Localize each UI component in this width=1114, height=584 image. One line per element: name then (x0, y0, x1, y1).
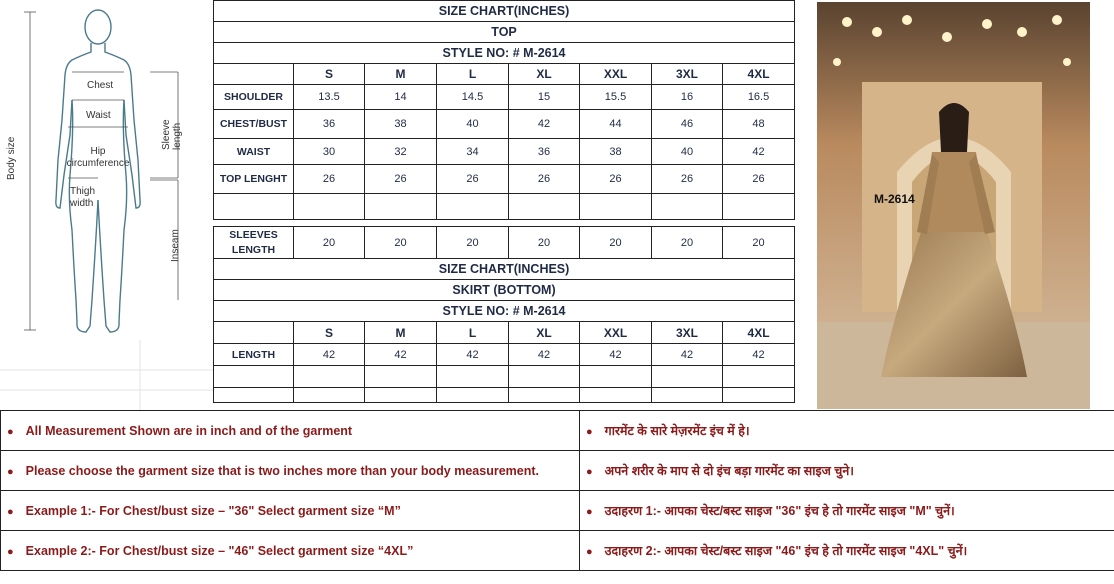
table-cell: 42 (723, 344, 795, 366)
table-cell: 42 (652, 344, 723, 366)
bullet-icon: ● (7, 505, 14, 518)
table-row-empty (214, 388, 795, 403)
table-cell: 42 (509, 110, 580, 139)
table-cell: 30 (294, 139, 365, 165)
table-cell: 36 (294, 110, 365, 139)
size-header: 3XL (652, 64, 723, 85)
table-cell: 42 (580, 344, 652, 366)
size-header: XL (509, 322, 580, 344)
row-label-shoulder: SHOULDER (214, 85, 294, 110)
skirt-chart-title: SIZE CHART(INCHES) (214, 259, 795, 280)
table-cell: 20 (294, 227, 365, 259)
row-label-chest: CHEST/BUST (214, 110, 294, 139)
table-row (214, 165, 795, 194)
size-header: L (437, 322, 509, 344)
note-text: उदाहरण 2:- आपका चेस्ट/बस्ट साइज "46" इंच हे तो गारमेंट साइज "4XL" चुनें। (604, 544, 968, 558)
chest-label: Chest (87, 80, 114, 91)
table-cell: 26 (580, 165, 652, 194)
table-cell: 34 (437, 139, 509, 165)
size-header: 4XL (723, 322, 795, 344)
table-cell: 42 (723, 139, 795, 165)
size-chart-table (213, 0, 795, 403)
note-row (1, 451, 1114, 491)
note-text: Please choose the garment size that is two inches more than your body measurement. (25, 463, 539, 478)
table-row (214, 344, 795, 366)
note-english (1, 451, 580, 491)
table-cell: 42 (509, 344, 580, 366)
bullet-icon: ● (7, 545, 14, 558)
thigh-label: Thigh width (70, 186, 96, 209)
sleeve-length-label: Sleeve length (161, 119, 183, 150)
table-row (214, 110, 795, 139)
note-row (1, 411, 1114, 451)
table-cell: 26 (723, 165, 795, 194)
table-cell: 15.5 (580, 85, 652, 110)
body-size-label: Body size (6, 136, 17, 180)
note-text: गारमेंट के सारे मेज़रमेंट इंच में हे। (604, 424, 750, 438)
size-header: XXL (580, 322, 652, 344)
table-cell: 20 (580, 227, 652, 259)
skirt-style-number: STYLE NO: # M-2614 (214, 301, 795, 322)
table-cell: 46 (652, 110, 723, 139)
notes-table (0, 410, 1114, 571)
table-row (214, 139, 795, 165)
table-cell: 44 (580, 110, 652, 139)
bullet-icon: ● (586, 466, 593, 478)
table-spacer (214, 220, 795, 227)
table-cell: 42 (365, 344, 437, 366)
size-chart-panel (213, 0, 794, 410)
table-cell: 14 (365, 85, 437, 110)
bullet-icon: ● (586, 546, 593, 558)
size-header-blank (214, 322, 294, 344)
note-row (1, 531, 1114, 571)
skirt-chart-subtitle: SKIRT (BOTTOM) (214, 280, 795, 301)
table-cell: 40 (437, 110, 509, 139)
table-row (214, 227, 795, 259)
body-measurement-figure (0, 0, 213, 410)
product-photo (817, 2, 1090, 409)
note-text: अपने शरीर के माप से दो इंच बड़ा गारमेंट का साइज चुने। (604, 464, 854, 478)
row-label-top-length: TOP LENGHT (214, 165, 294, 194)
size-header: M (365, 64, 437, 85)
table-cell: 48 (723, 110, 795, 139)
bullet-icon: ● (7, 465, 14, 478)
note-hindi (580, 451, 1114, 491)
table-cell: 36 (509, 139, 580, 165)
note-row (1, 491, 1114, 531)
notes-section (0, 410, 1114, 584)
model-photo-illustration (817, 2, 1090, 409)
note-hindi (580, 491, 1114, 531)
bullet-icon: ● (586, 426, 593, 438)
photo-style-label: M-2614 (874, 192, 915, 206)
note-english (1, 531, 580, 571)
table-cell: 42 (294, 344, 365, 366)
table-cell: 20 (509, 227, 580, 259)
note-text: Example 1:- For Chest/bust size – "36" Select garment size “M” (25, 503, 401, 518)
top-chart-subtitle: TOP (214, 22, 795, 43)
note-text: Example 2:- For Chest/bust size – "46" Select garment size “4XL” (25, 543, 414, 558)
sleeves-label-line2: LENGTH (231, 243, 276, 256)
top-style-number: STYLE NO: # M-2614 (214, 43, 795, 64)
table-cell: 26 (365, 165, 437, 194)
note-hindi (580, 411, 1114, 451)
table-cell: 20 (652, 227, 723, 259)
table-cell: 20 (723, 227, 795, 259)
sleeves-label-line1: SLEEVES (229, 228, 278, 241)
bullet-icon: ● (586, 506, 593, 518)
row-label-waist: WAIST (214, 139, 294, 165)
table-row-empty (214, 194, 795, 220)
table-cell: 16.5 (723, 85, 795, 110)
hip-label: Hip circumference (66, 146, 130, 169)
table-cell: 20 (365, 227, 437, 259)
table-cell: 42 (437, 344, 509, 366)
table-cell: 38 (580, 139, 652, 165)
table-cell: 16 (652, 85, 723, 110)
size-header: M (365, 322, 437, 344)
size-header: S (294, 64, 365, 85)
size-header: 3XL (652, 322, 723, 344)
note-text: All Measurement Shown are in inch and of the garment (25, 423, 353, 438)
bullet-icon: ● (7, 425, 14, 438)
note-text: उदाहरण 1:- आपका चेस्ट/बस्ट साइज "36" इंच हे तो गारमेंट साइज "M" चुनें। (604, 504, 955, 518)
table-cell: 26 (652, 165, 723, 194)
body-silhouette-illustration (0, 0, 213, 410)
note-hindi (580, 531, 1114, 571)
table-cell: 40 (652, 139, 723, 165)
top-chart-title: SIZE CHART(INCHES) (214, 1, 795, 22)
table-cell: 20 (437, 227, 509, 259)
table-cell: 26 (437, 165, 509, 194)
table-cell: 32 (365, 139, 437, 165)
table-cell: 38 (365, 110, 437, 139)
size-header: L (437, 64, 509, 85)
table-cell: 26 (509, 165, 580, 194)
table-cell: 14.5 (437, 85, 509, 110)
waist-label: Waist (86, 110, 111, 121)
size-header-blank (214, 64, 294, 85)
note-english (1, 411, 580, 451)
table-cell: 26 (294, 165, 365, 194)
row-label-sleeves (214, 227, 294, 259)
size-header: S (294, 322, 365, 344)
size-header: XXL (580, 64, 652, 85)
table-cell: 15 (509, 85, 580, 110)
table-row-empty (214, 366, 795, 388)
size-header: XL (509, 64, 580, 85)
row-label-length: LENGTH (214, 344, 294, 366)
size-header: 4XL (723, 64, 795, 85)
table-row (214, 85, 795, 110)
table-cell: 13.5 (294, 85, 365, 110)
note-english (1, 491, 580, 531)
inseam-label: Inseam (170, 229, 181, 262)
